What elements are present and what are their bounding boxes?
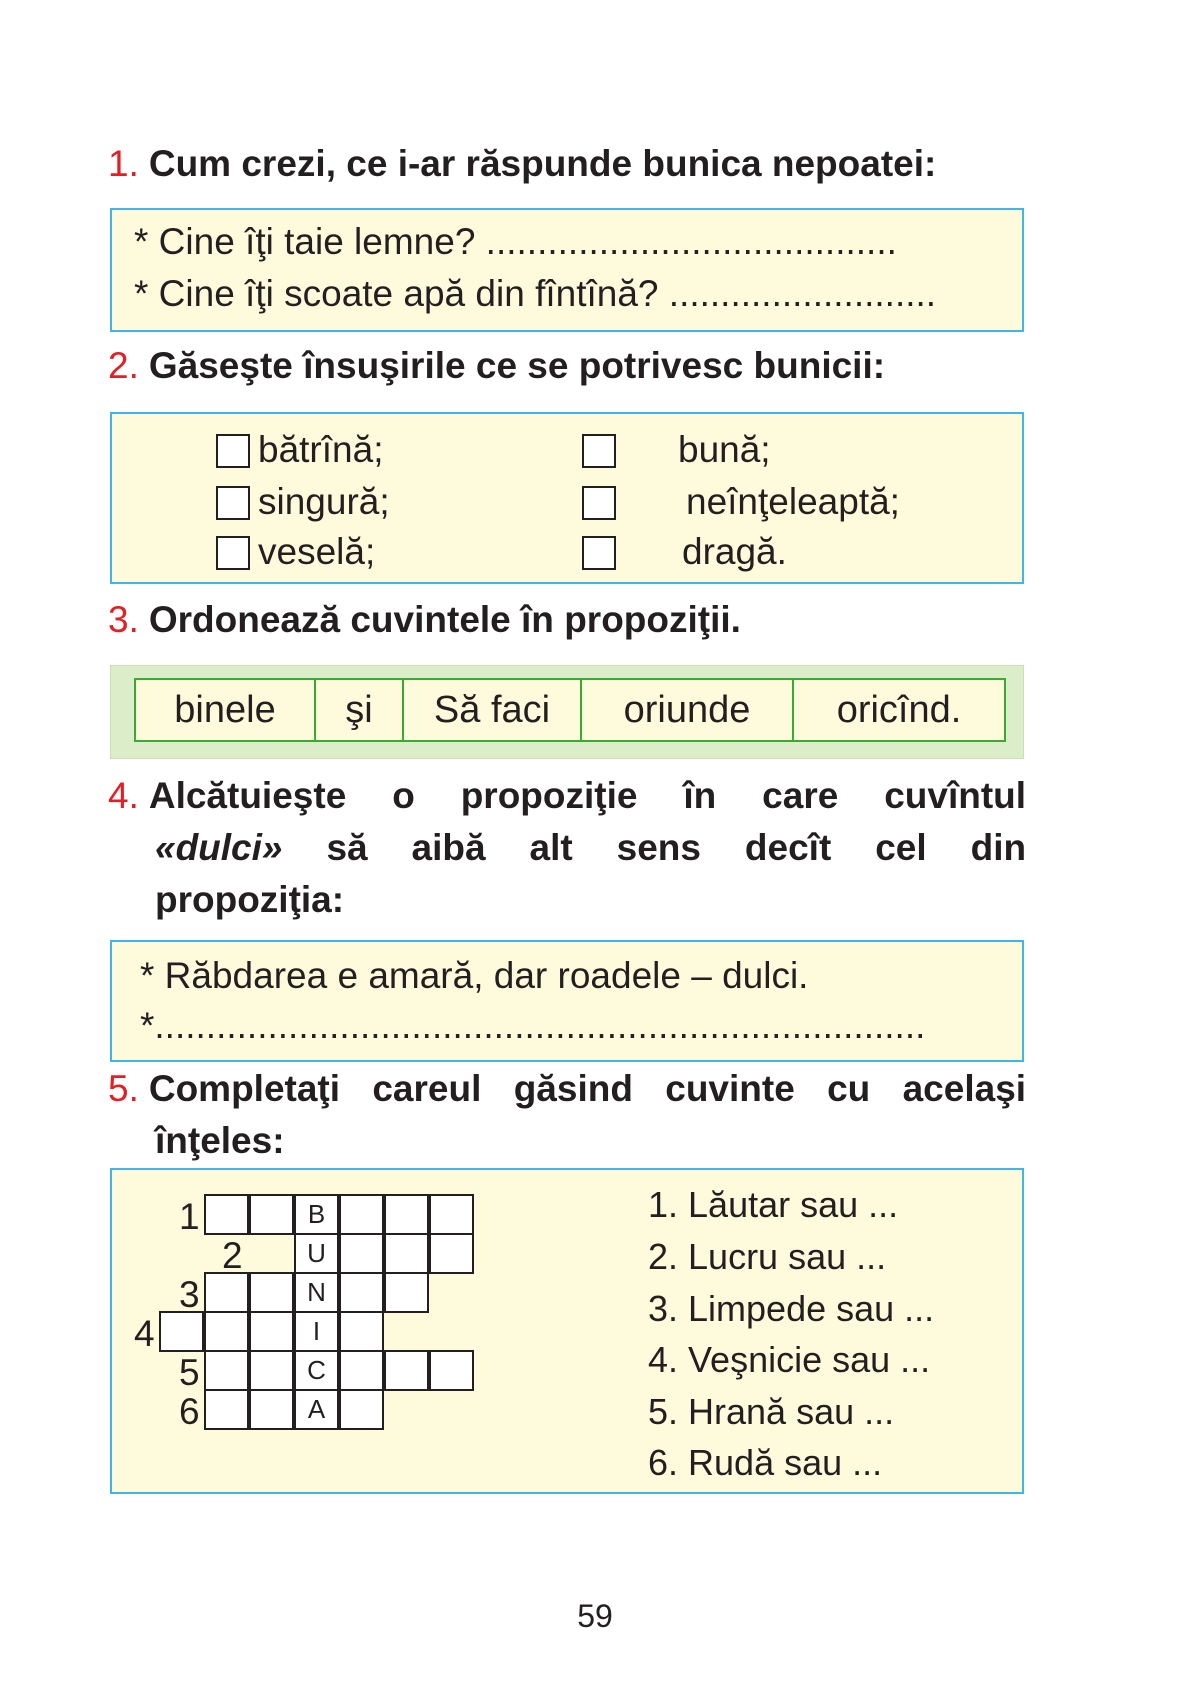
exercise-1-box [110,208,1024,332]
word: acelaşi [902,1068,1027,1109]
exercise-3-title: Ordonează cuvintele în propoziţii. [148,599,741,640]
word: cel [875,827,927,868]
word: care [762,775,839,816]
word: propoziţie [460,775,638,816]
exercise-3-heading [108,594,1026,646]
crossword-cell[interactable] [249,1350,294,1391]
checkbox[interactable] [216,536,250,570]
word: careul [372,1068,482,1109]
crossword-cell[interactable] [204,1272,249,1313]
crossword-row-number: 4 [134,1313,155,1354]
crossword-cell[interactable] [204,1350,249,1391]
word: aibă [411,827,486,868]
checkbox[interactable] [582,486,616,520]
exercise-4-line-2 [155,822,1026,874]
exercise-2-heading [108,340,1026,392]
crossword-cell[interactable] [204,1311,249,1352]
clue: 6. Rudă sau ... [648,1442,883,1483]
word: Alcătuieşte [148,775,347,816]
clue: 2. Lucru sau ... [648,1236,887,1277]
crossword-cell: I [294,1311,339,1352]
word-cell: Să faci [404,680,582,740]
exercise-4-line-3: propoziţia: [155,879,345,920]
crossword-cell[interactable] [339,1311,384,1352]
crossword-cell[interactable] [249,1311,294,1352]
word: din [970,827,1027,868]
word: cuvinte [665,1068,795,1109]
exercise-4-line-1 [108,770,1026,822]
crossword-cell: U [294,1233,339,1274]
option-label: neînţeleaptă; [686,481,900,522]
checkbox[interactable] [216,434,250,468]
crossword-cell[interactable] [384,1194,429,1235]
crossword-cell[interactable] [429,1350,474,1391]
word: cuvîntul [884,775,1027,816]
exercise-1-heading [108,138,1026,190]
crossword-cell[interactable] [339,1389,384,1430]
crossword-cell[interactable] [384,1272,429,1313]
crossword-cell[interactable] [159,1311,204,1352]
crossword-cell: N [294,1272,339,1313]
crossword-row-number: 3 [179,1274,200,1315]
crossword-cell: B [294,1194,339,1235]
example-sentence: * Răbdarea e amară, dar roadele – dulci. [140,955,809,996]
crossword-cell[interactable] [384,1350,429,1391]
option-label: dragă. [682,531,787,572]
quoted-word: «dulci» [155,827,283,868]
page-number: 59 [577,1598,613,1634]
exercise-number: 1. [108,143,139,184]
option-label: veselă; [258,531,376,572]
crossword-cell[interactable] [249,1389,294,1430]
crossword-cell: C [294,1350,339,1391]
crossword-cell[interactable] [339,1194,384,1235]
exercise-1-title: Cum crezi, ce i-ar răspunde bunica nepoatei: [148,143,937,184]
exercise-number: 2. [108,345,139,386]
checkbox[interactable] [582,536,616,570]
crossword-cell[interactable] [339,1350,384,1391]
crossword-cell[interactable] [429,1194,474,1235]
word: găsind [513,1068,633,1109]
crossword-row-number: 5 [179,1352,200,1393]
clue: 5. Hrană sau ... [648,1391,895,1432]
question-line: * Cine îţi taie lemne? ........................................ [134,221,897,262]
word-cell: oricînd. [836,688,962,731]
option-label: singură; [258,481,390,522]
word: Completaţi [148,1068,341,1109]
word: alt [529,827,573,868]
word: să [326,827,368,868]
crossword-cell[interactable] [339,1272,384,1313]
exercise-number: 3. [108,599,139,640]
clue: 4. Veşnicie sau ... [648,1339,931,1380]
option-label: bătrînă; [258,429,384,470]
question-line: * Cine îţi scoate apă din fîntînă? .......................... [134,273,937,314]
exercise-number: 5. [108,1068,139,1109]
answer-line[interactable]: *........................................................................... [140,1005,926,1046]
crossword-row-number: 6 [179,1391,200,1432]
crossword-cell[interactable] [339,1233,384,1274]
word-order-box [110,665,1024,759]
word: o [392,775,415,816]
word: sens [616,827,701,868]
exercise-5-line-2: înţeles: [155,1120,285,1161]
clue: 3. Limpede sau ... [648,1288,935,1329]
crossword-cell[interactable] [249,1194,294,1235]
clue: 1. Lăutar sau ... [648,1184,899,1225]
crossword-cell: A [294,1389,339,1430]
checkbox[interactable] [216,486,250,520]
word-cell: binele [136,680,316,740]
crossword-cell[interactable] [204,1194,249,1235]
exercise-2-box [110,412,1024,584]
checkbox[interactable] [582,434,616,468]
crossword-cell[interactable] [429,1233,474,1274]
word-cell: oriunde [582,680,794,740]
word-table [134,678,1006,742]
crossword-cell[interactable] [384,1233,429,1274]
word: decît [744,827,832,868]
word-cell: şi [316,680,404,740]
crossword-row-number: 1 [179,1196,200,1237]
option-label: bună; [678,429,771,470]
exercise-4-box [110,940,1024,1062]
exercise-number: 4. [108,775,139,816]
crossword-row-number: 2 [222,1235,243,1276]
crossword-cell[interactable] [249,1272,294,1313]
word: în [683,775,717,816]
exercise-2-title: Găseşte însuşirile ce se potrivesc bunicii: [148,345,886,386]
word: cu [827,1068,871,1109]
exercise-5-line-1 [108,1063,1026,1115]
crossword-cell[interactable] [204,1389,249,1430]
